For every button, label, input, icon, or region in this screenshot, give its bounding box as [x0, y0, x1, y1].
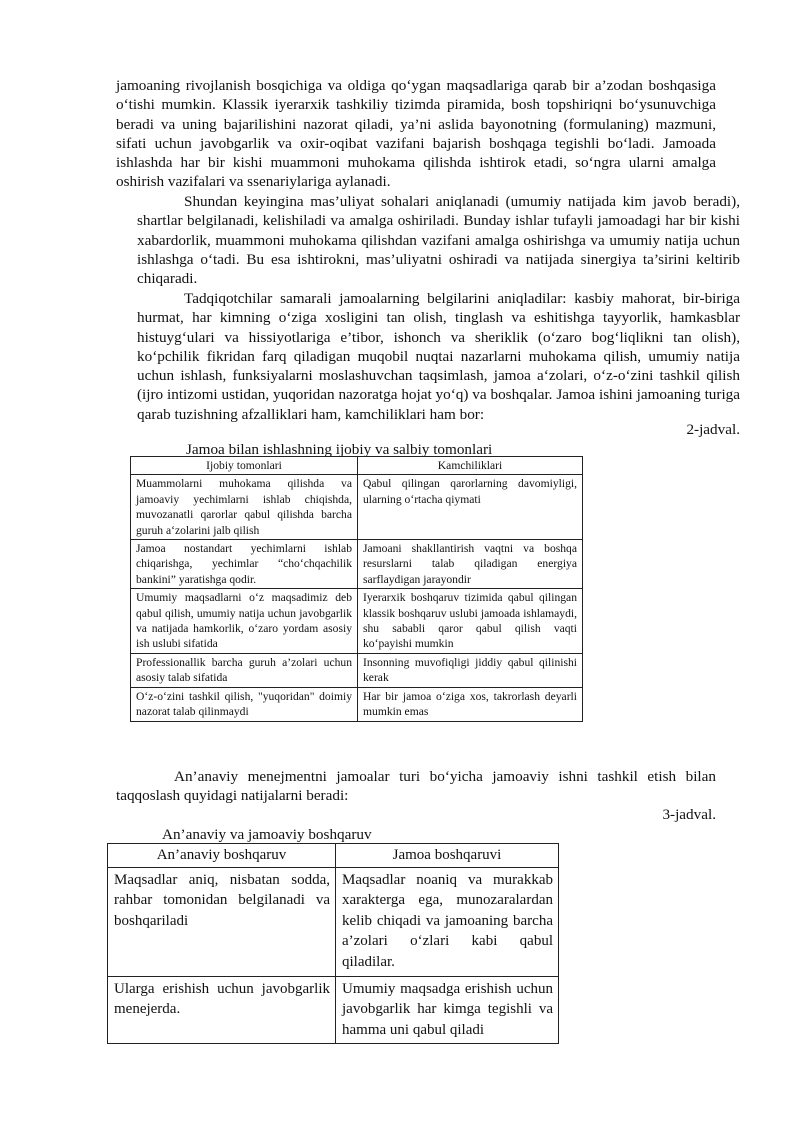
- table-header-row: [131, 457, 583, 475]
- table-cell: Jamoani shakllantirish vaqtni va boshqa resurslarni talab qiladigan energiya sarflaydigan jarayondir: [358, 540, 583, 589]
- management-comparison-table: [107, 843, 559, 1044]
- table-row: [131, 653, 583, 687]
- table-row: [108, 867, 559, 976]
- table-cell: Maqsadlar noaniq va murakkab xarakterga ega, munozaralardan kelib chiqadi va jamoaning barcha a’zolari o‘zlari kabi qabul qiladilar.: [336, 867, 559, 976]
- table-cell: Muammolarni muhokama qilishda va jamoaviy yechimlarni ishlab chiqishda, muvozanatli qarorlar qabul qilishda barcha guruh a‘zolarini jalb qilish: [131, 475, 358, 540]
- table-cell: Umumiy maqsadga erishish uchun javobgarlik har kimga tegishli va hamma uni qabul qiladi: [336, 976, 559, 1044]
- paragraph-3: Tadqiqotchilar samarali jamoalarning belgilarini aniqladilar: kasbiy mahorat, bir-biriga hurmat, har kimning o‘ziga xosligini tan olish, tinglash va eshitishga tayyorlik, hamkasblar histuyg‘ulari va hissiyotlariga e’tibor, ishonch va sheriklik (o‘zaro bog‘liqlikni tan olish), ko‘pchilik fikridan farq qiladigan muqobil nuqtai nazarlarni muhokama qilish, umumiy natija uchun ishlash, funksiyalarni moslashuvchan taqsimlash, jamoa a‘zolari, o‘z-o‘zini tashkil qilish (ijro intizomi ustidan, yuqoridan nazoratga hojat yo‘q) va boshqalar. Jamoa ishini jamoaning turiga qarab tuzishning afzalliklari ham, kamchiliklari ham bor:: [137, 290, 740, 423]
- table-1-number: 2-jadval.: [686, 421, 740, 438]
- paragraph-2: Shundan keyingina mas’uliyat sohalari aniqlanadi (umumiy natijada kim javob beradi), shartlar belgilanadi, kelishiladi va amalga oshiriladi. Bunday ishlar tufayli jamoadagi har bir kishi xabardorlik, muammoni muhokama qilishdan vazifani amalga oshirishga va umumiy natija uchun ishlashga o‘tadi. Bu esa ishtirokni, mas’uliyatni oshiradi va natijada sinergiya ta’sirini keltirib chiqaradi.: [137, 193, 740, 288]
- table-cell: Insonning muvofiqligi jiddiy qabul qilinishi kerak: [358, 653, 583, 687]
- table-row: [131, 687, 583, 721]
- header-cons: Kamchiliklari: [358, 457, 583, 475]
- table-cell: Har bir jamoa o‘ziga xos, takrorlash deyarli mumkin emas: [358, 687, 583, 721]
- header-team: Jamoa boshqaruvi: [336, 844, 559, 868]
- table-cell: Jamoa nostandart yechimlarni ishlab chiqarishga, yechimlar “cho‘chqachilik bankini” yaratishga qodir.: [131, 540, 358, 589]
- paragraph-1: jamoaning rivojlanish bosqichiga va oldiga qo‘ygan maqsadlariga qarab bir a’zodan boshqasiga o‘tishi mumkin. Klassik iyerarxik tashkiliy tizimda piramida, bosh topshiriqni bo‘ysunuvchiga beradi va uning bajarilishini nazorat qiladi, ya’ni aslida bayonotning (formulaning) mazmuni, sifati uchun javobgarlik va oxir-oqibat vazifani bajarish boshqaga tegishli bo‘ladi. Jamoada ishlashda har bir kishi muammoni muhokama qilishda ishtirok etadi, so‘ngra ularni amalga oshirish vazifalari va ssenariylariga aylanadi.: [116, 77, 716, 191]
- pros-cons-table: [130, 456, 583, 722]
- table-row: [131, 540, 583, 589]
- table-header-row: [108, 844, 559, 868]
- table-cell: Ularga erishish uchun javobgarlik menejerda.: [108, 976, 336, 1044]
- table-row: [131, 475, 583, 540]
- header-pros: Ijobiy tomonlari: [131, 457, 358, 475]
- table-2-number: 3-jadval.: [662, 806, 716, 823]
- table-cell: Maqsadlar aniq, nisbatan sodda, rahbar tomonidan belgilanadi va boshqariladi: [108, 867, 336, 976]
- table-1-caption: Jamoa bilan ishlashning ijobiy va salbiy tomonlari: [186, 441, 493, 458]
- table-cell: Professionallik barcha guruh a’zolari uchun asosiy talab sifatida: [131, 653, 358, 687]
- table-2-caption: An’anaviy va jamoaviy boshqaruv: [162, 826, 372, 843]
- table-cell: Iyerarxik boshqaruv tizimida qabul qilingan klassik boshqaruv uslubi jamoada ishlamaydi, shu sababli qaror qabul qilish vaqti ko‘payishi mumkin: [358, 589, 583, 654]
- table-cell: O‘z-o‘zini tashkil qilish, "yuqoridan" doimiy nazorat talab qilinmaydi: [131, 687, 358, 721]
- paragraph-4: An’anaviy menejmentni jamoalar turi bo‘yicha jamoaviy ishni tashkil etish bilan taqqoslash quyidagi natijalarni beradi:: [116, 768, 716, 805]
- table-row: [108, 976, 559, 1044]
- table-cell: Umumiy maqsadlarni o‘z maqsadimiz deb qabul qilish, umumiy natija uchun javobgarlik va natijada hamkorlik, o‘zaro yordam asosiy ish uslubi sifatida: [131, 589, 358, 654]
- header-traditional: An’anaviy boshqaruv: [108, 844, 336, 868]
- table-cell: Qabul qilingan qarorlarning davomiyligi, ularning o‘rtacha qiymati: [358, 475, 583, 540]
- table-row: [131, 589, 583, 654]
